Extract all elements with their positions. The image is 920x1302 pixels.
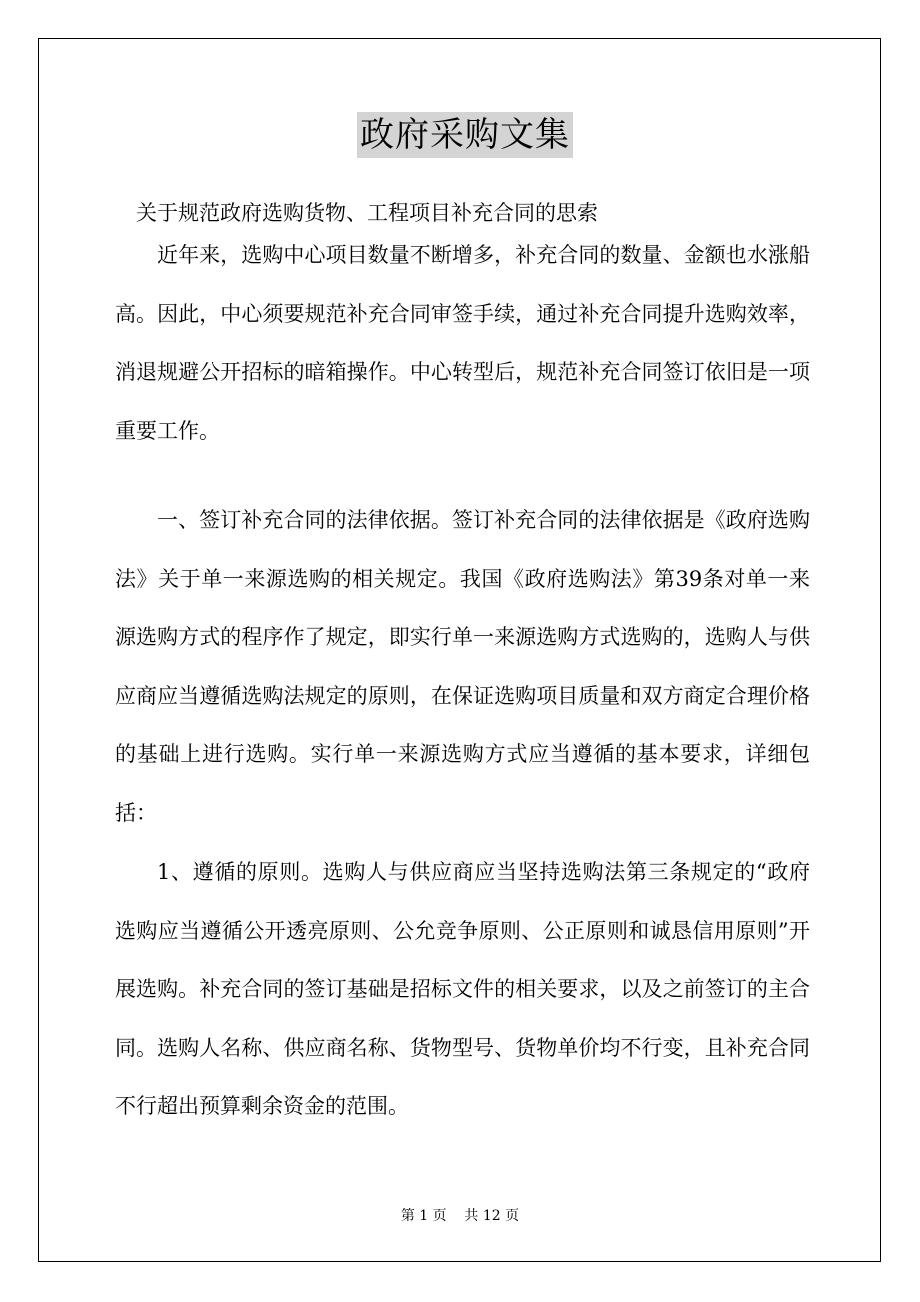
paragraph-intro: 近年来，选购中心项目数量不断增多，补充合同的数量、金额也水涨船高。因此，中心须要规范补充合同审签手续，通过补充合同提升选购效率，消退规避公开招标的暗箱操作。中心转型后，规范补充合同签订依旧是一项重要工作。 [115,243,810,443]
paragraph-principles: 1、遵循的原则。选购人与供应商应当坚持选购法第三条规定的“政府选购应当遵循公开透亮原则、公允竞争原则、公正原则和诚恳信用原则”开展选购。补充合同的签订基础是招标文件的相关要求，以及之前签订的主合同。选购人名称、供应商名称、货物型号、货物单价均不行变，且补充合同不行超出预算剩余资金的范围。 [115,860,810,1118]
document-subtitle: 关于规范政府选购货物、工程项目补充合同的思索 [136,201,598,225]
document-title: 政府采购文集 [357,112,573,158]
paragraph-legal-basis: 一、签订补充合同的法律依据。签订补充合同的法律依据是《政府选购法》关于单一来源选购的相关规定。我国《政府选购法》第39条对单一来源选购方式的程序作了规定，即实行单一来源选购方式选购的，选购人与供应商应当遵循选购法规定的原则，在保证选购项目质量和双方商定合理价格的基础上进行选购。实行单一来源选购方式应当遵循的基本要求，详细包括： [115,508,810,825]
page-footer: 第 1 页 共 12 页 [400,1208,520,1224]
